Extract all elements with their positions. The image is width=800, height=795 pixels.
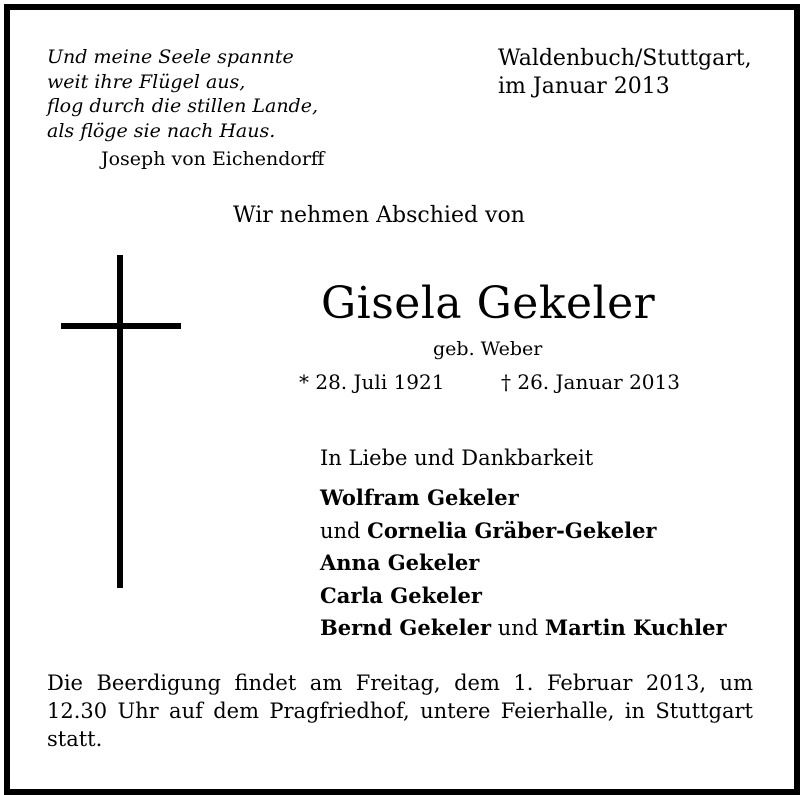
mourners-list (320, 482, 727, 645)
mourner-name: Carla Gekeler (320, 582, 482, 608)
poem-author: Joseph von Eichendorff (101, 148, 325, 170)
place-line: Waldenbuch/Stuttgart, (498, 46, 752, 71)
birth-date: * 28. Juli 1921 (299, 370, 445, 394)
funeral-notice: Die Beerdigung findet am Freitag, dem 1. Februar 2013, um 12.30 Uhr auf dem Pragfriedhof, untere Feierhalle, in Stuttgart statt. (47, 671, 753, 751)
poem-line: flog durch die stillen Lande, (47, 95, 319, 117)
mourner-row (320, 515, 727, 548)
mourner-name: Martin Kuchler (544, 615, 727, 640)
cross-icon-vertical (117, 255, 123, 588)
deceased-name: Gisela Gekeler (321, 278, 656, 329)
cross-icon-horizontal (61, 323, 181, 329)
poem-line: Und meine Seele spannte (47, 46, 294, 68)
mourner-name: Bernd Gekeler (320, 615, 492, 640)
mourner-row (320, 612, 727, 645)
maiden-name: geb. Weber (433, 338, 543, 360)
date-line: im Januar 2013 (498, 74, 670, 99)
death-date: † 26. Januar 2013 (501, 370, 680, 394)
mourner-row (320, 547, 727, 580)
connector-text: und (320, 518, 368, 543)
farewell-intro: Wir nehmen Abschied von (233, 203, 525, 228)
mourner-name: Cornelia Gräber-Gekeler (367, 517, 657, 543)
mourner-name: Wolfram Gekeler (320, 485, 519, 510)
mourner-row (320, 580, 727, 613)
poem (47, 45, 318, 143)
poem-line: als flöge sie nach Haus. (47, 119, 276, 142)
poem-line: weit ihre Flügel aus, (47, 70, 246, 93)
mourner-name: Anna Gekeler (320, 550, 480, 575)
mourner-row (320, 482, 727, 515)
place-date (498, 45, 752, 101)
connector-text: und (491, 616, 545, 640)
mourners-heading: In Liebe und Dankbarkeit (320, 446, 594, 470)
